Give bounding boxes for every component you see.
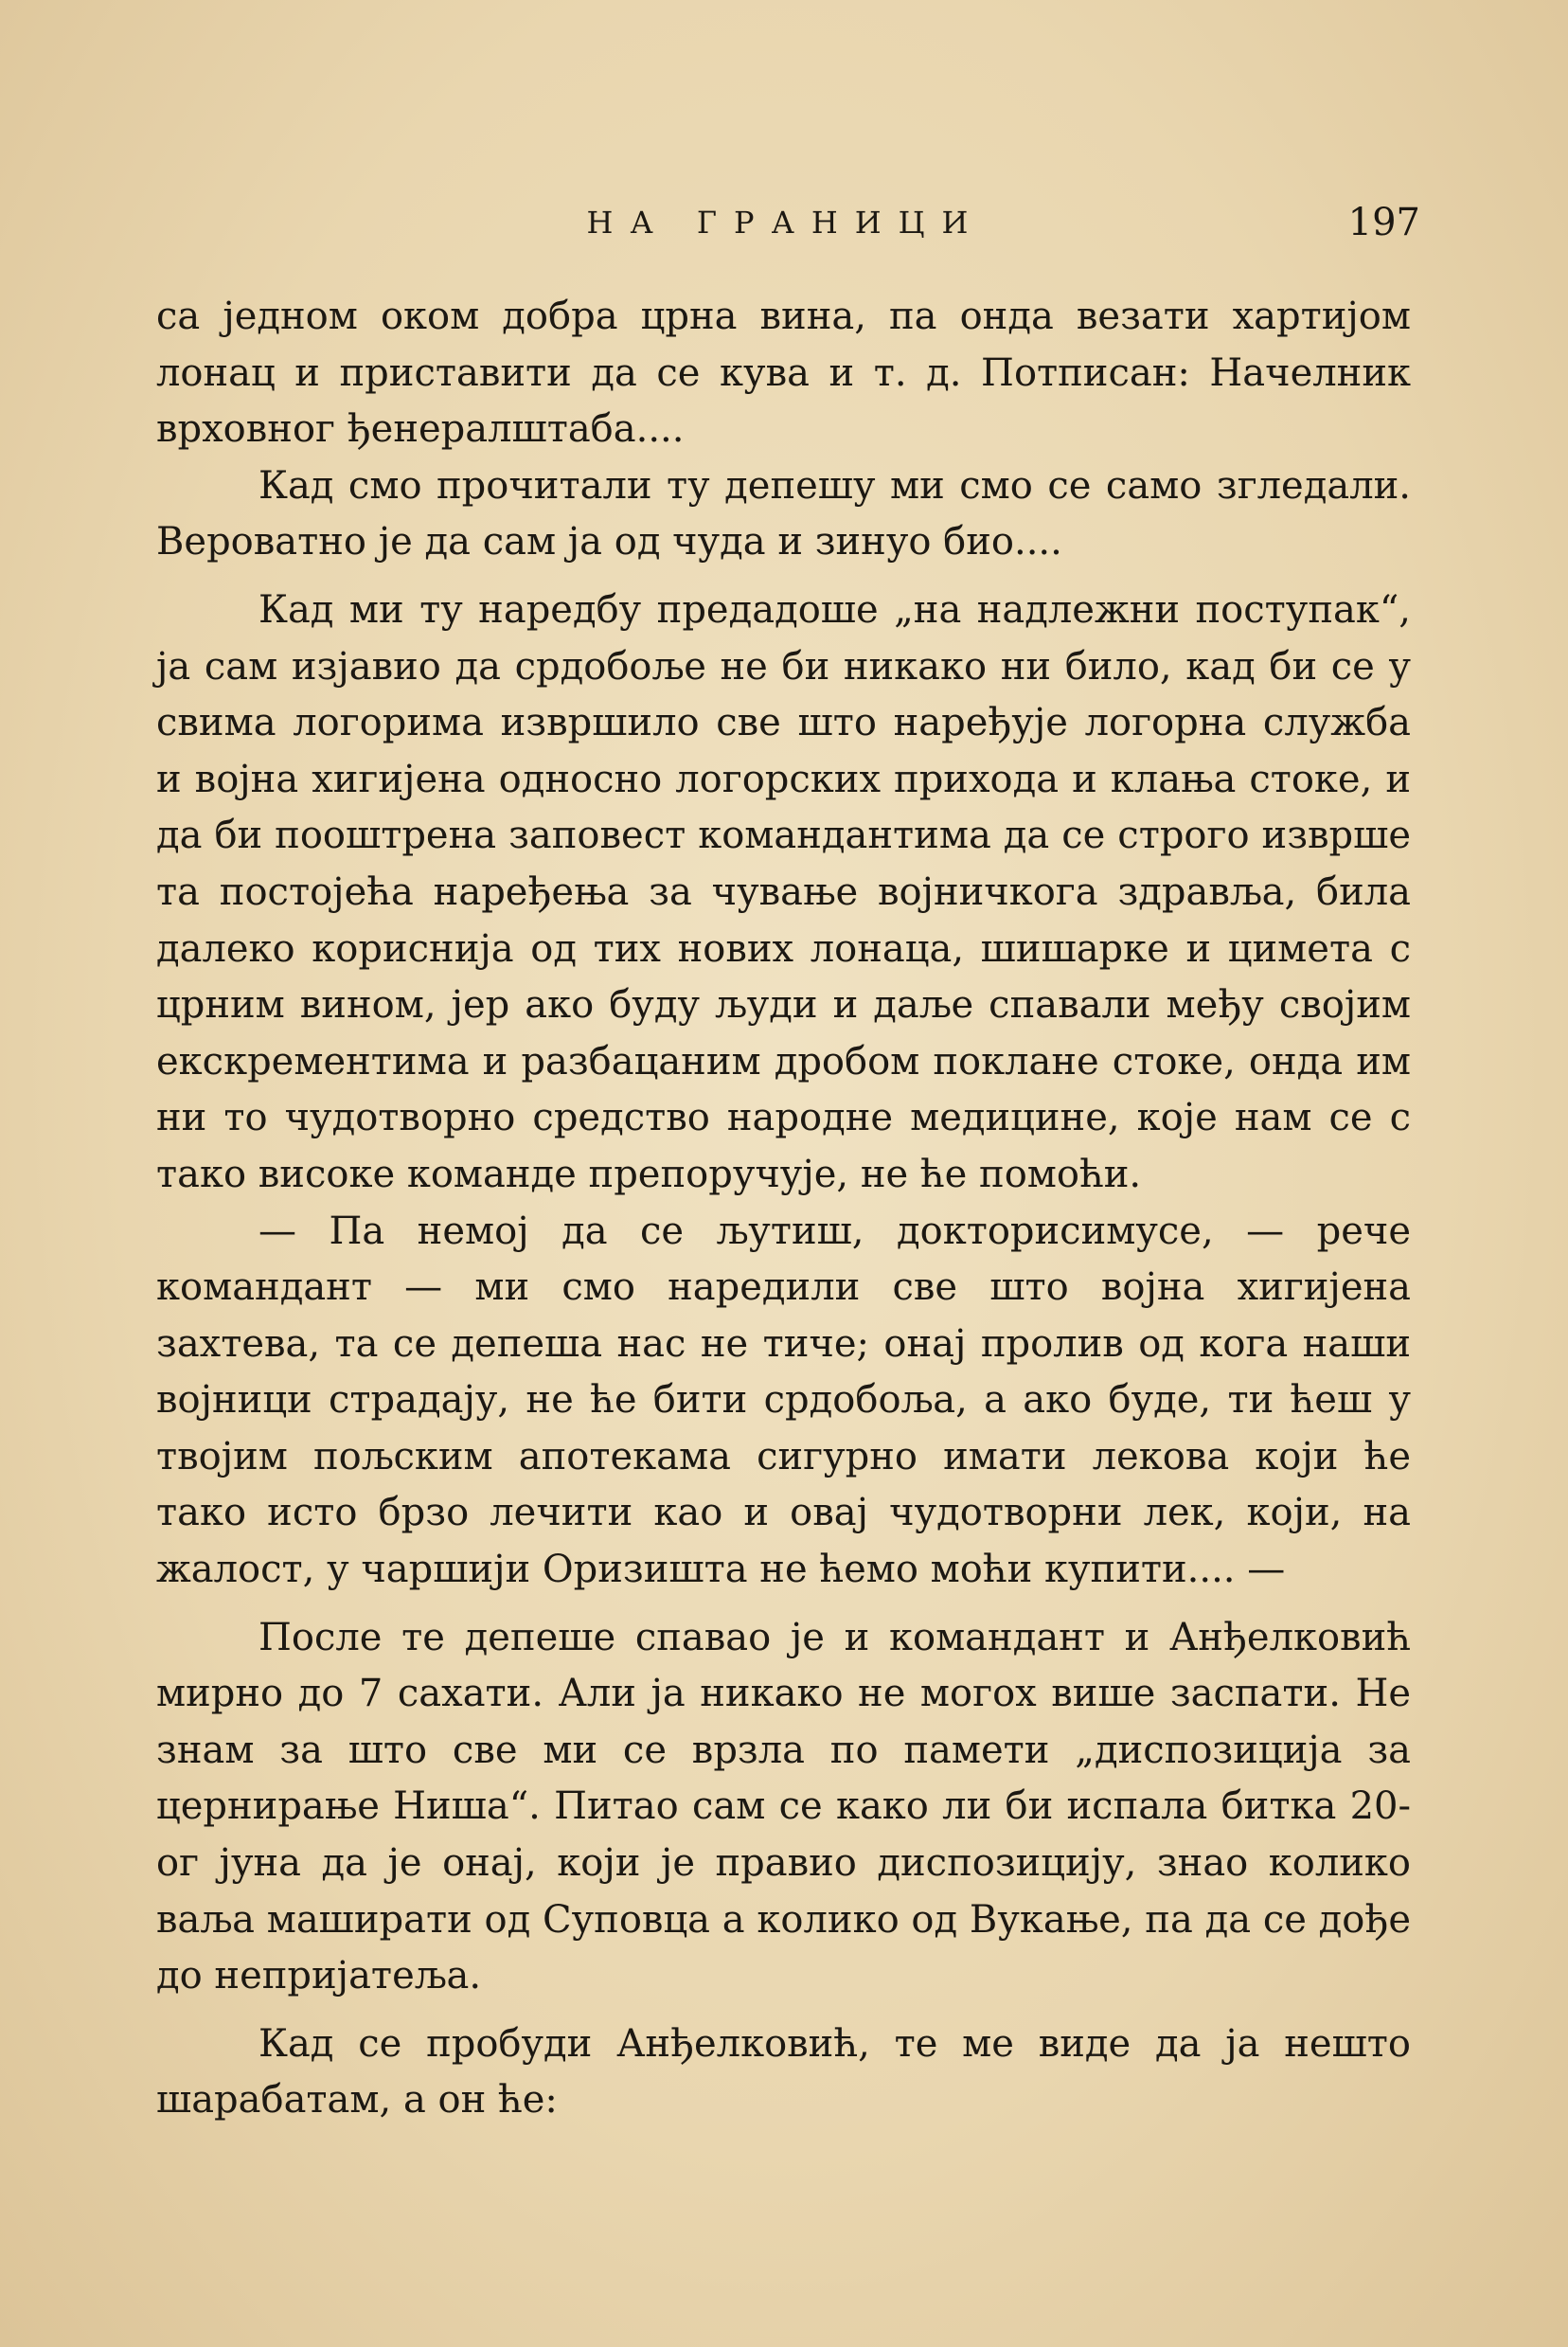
page-number: 197	[1347, 201, 1420, 244]
running-title: НА ГРАНИЦИ	[586, 205, 986, 241]
paragraph: После те депеше спавао је и командант и Анђелковић мирно до 7 сахати. Али ја никако не могох више заспати. Не знам за што све ми се врзла по памети „диспозиција за цернирање Ниша“. Питао сам се како ли би испала битка 20-ог јуна да је онај, који је правио диспозицију, знао колико ваља маширати од Суповца а колико од Вукање, па да се дође до непријатеља.	[156, 1615, 1411, 1998]
paragraph: Кад смо прочитали ту депешу ми смо се само згледали. Вероватно је да сам ја од чуда и зинуо био....	[156, 463, 1411, 564]
paragraph: са једном оком добра црна вина, па онда везати хартијом лонац и приставити да се кува и т. д. Потписан: Начелник врховног ђенералштаба....	[156, 295, 1411, 452]
paragraph: Кад се пробуди Анђелковић, те ме виде да ја нешто шарабатам, а он ће:	[156, 2021, 1411, 2123]
body-text	[156, 289, 1411, 2129]
paragraph: — Па немој да се љутиш, докторисимусе, — рече командант — ми смо наредили све што војна хигијена захтева, та се депеша нас не тиче; онај пролив од кога наши војници страдају, не ће бити срдобоља, а ако буде, ти ћеш у твојим пољским апотекама сигурно имати лекова који ће тако исто брзо лечити као и овај чудотворни лек, који, на жалост, у чаршији Оризишта не ћемо моћи купити.... —	[156, 1209, 1411, 1592]
paragraph: Кад ми ту наредбу предадоше „на надлежни поступак“, ја сам изјавио да срдобоље не би никако ни било, кад би се у свима логорима извршило све што наређује логорна служба и војна хигијена односно логорских прихода и клања стоке, и да би пооштрена заповест командантима да се строго изврше та постојећа наређења за чување војничкога здравља, била далеко кориснија од тих нових лонаца, шишарке и цимета с црним вином, јер ако буду људи и даље спавали међу својим екскрементима и разбацаним дробом поклане стоке, онда им ни то чудотворно средство народне медицине, које нам се с тако високе команде препоручује, не ће помоћи.	[156, 587, 1411, 1196]
page-header	[151, 194, 1420, 251]
